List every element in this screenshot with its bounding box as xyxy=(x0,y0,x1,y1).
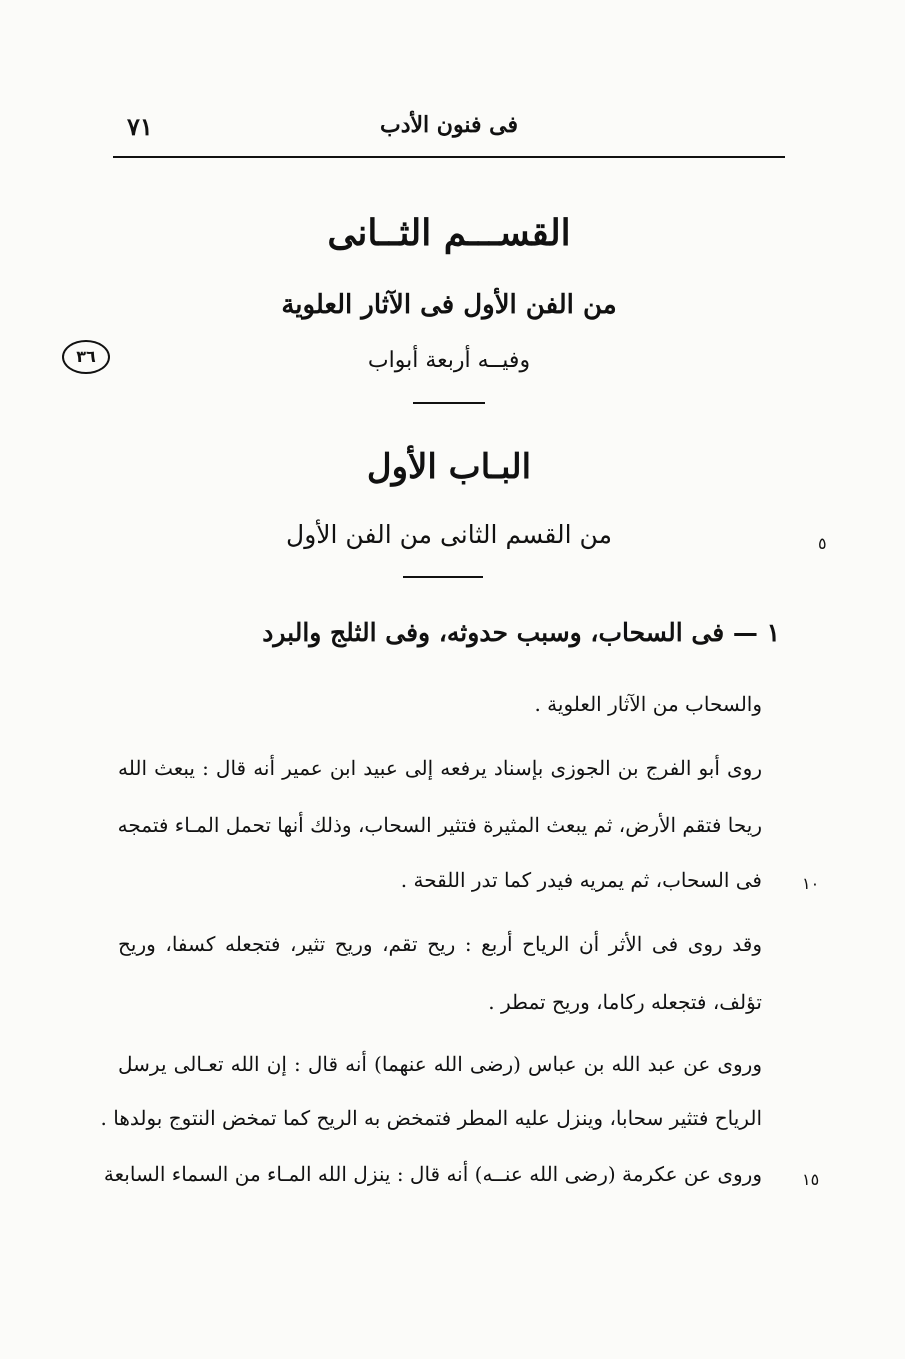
part-subtitle: من الفن الأول فى الآثار العلوية xyxy=(281,290,617,320)
text-line: ريحا فتقم الأرض، ثم يبعث المثيرة فتثير السحاب، وذلك أنها تحمل المـاء فتمجه xyxy=(117,813,762,837)
text-line: تؤلف، فتجعله ركاما، وريح تمطر . xyxy=(488,990,762,1014)
text-line: وروى عن عكرمة (رضى الله عنــه) أنه قال : ينزل الله المـاء من السماء السابعة xyxy=(103,1162,762,1186)
line-number-5: ٥ xyxy=(818,534,827,553)
text-line: روى أبو الفرج بن الجوزى بإسناد يرفعه إلى عبيد ابن عمير أنه قال : يبعث الله xyxy=(118,756,762,780)
running-title: فى فنون الأدب xyxy=(379,112,518,138)
divider-rule xyxy=(403,576,483,578)
chapter-subtitle: من القسم الثانى من الفن الأول xyxy=(286,520,612,549)
line-number-15: ١٥ xyxy=(802,1170,820,1189)
running-head xyxy=(113,112,785,152)
text-line: والسحاب من الآثار العلوية . xyxy=(534,692,762,716)
line-number-10: ١٠ xyxy=(802,874,820,893)
text-line: وقد روى فى الأثر أن الرياح أربع : ريح تقم، وريح تثير، فتجعله كسفا، وريح xyxy=(118,932,762,956)
part-title: القســـم الثــانى xyxy=(327,212,571,254)
text-line: الرياح فتثير سحابا، وينزل عليه المطر فتمخض به الريح كما تمخض النتوج بولدها . xyxy=(100,1106,762,1130)
section-heading: ١ — فى السحاب، وسبب حدوثه، وفى الثلج والبرد xyxy=(262,618,780,647)
part-contents: وفيــه أربعة أبواب xyxy=(367,348,531,373)
divider-rule xyxy=(413,402,485,404)
text-line: فى السحاب، ثم يمريه فيدر كما تدر اللقحة . xyxy=(400,868,762,892)
text-line: وروى عن عبد الله بن عباس (رضى الله عنهما) أنه قال : إن الله تعـالى يرسل xyxy=(118,1052,762,1076)
header-rule xyxy=(113,156,785,158)
page-number: ٧١ xyxy=(127,112,153,141)
margin-seal-number: ٣٦ xyxy=(62,340,110,374)
chapter-title: البـاب الأول xyxy=(366,447,532,487)
